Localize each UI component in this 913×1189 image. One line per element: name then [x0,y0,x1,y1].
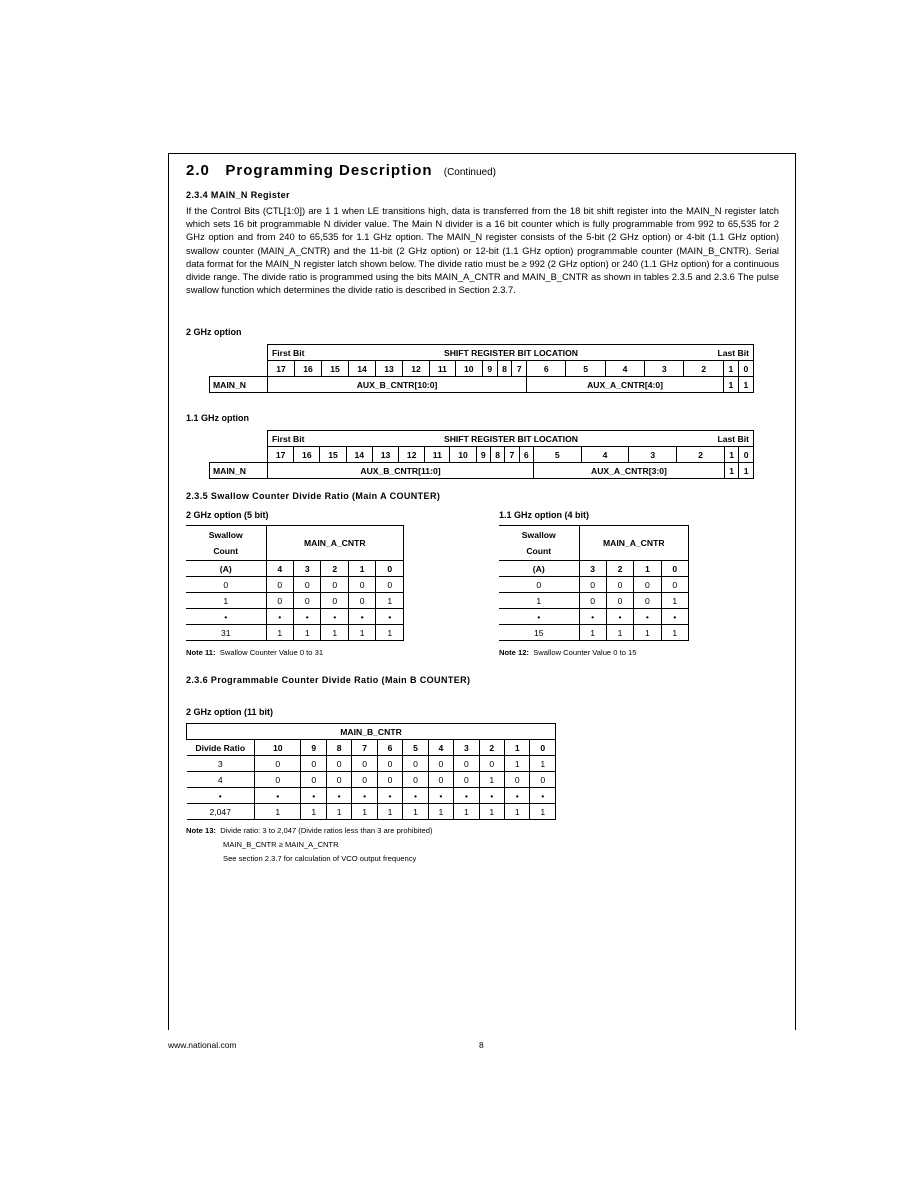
pc-row-bit: • [530,788,556,804]
swb-row-bit: • [661,609,688,625]
pc-row-bit: 1 [530,756,556,772]
swa-row [186,625,404,641]
pc-row-bit: 0 [504,772,529,788]
pc-note-2: MAIN_B_CNTR ≥ MAIN_A_CNTR [223,840,339,849]
reg11-bit-cell: 7 [505,447,519,463]
reg11-bit-cell: 14 [346,447,372,463]
pc-note-3: See section 2.3.7 for calculation of VCO output frequency [223,854,417,863]
swa-row-bit: 0 [376,577,404,593]
swb-bit-header: 3 [579,561,606,577]
swb-row-bit: 1 [634,625,661,641]
page-frame-left [168,153,169,1030]
reg2-bit-cell: 12 [403,361,430,377]
pc-row-bit: 0 [377,756,402,772]
pc-row-bit: 0 [428,772,453,788]
swa-row-bit: 1 [321,625,348,641]
reg2-ctl1: 1 [723,377,738,393]
pc-row-bit: 1 [255,804,301,820]
pc-bit-header: 5 [403,740,428,756]
swa-row-bit: 0 [266,593,293,609]
swa-row [186,609,404,625]
swa-row-bit: 0 [348,577,375,593]
pc-row [187,788,556,804]
pc-bit-header: 8 [326,740,351,756]
reg2-bit-cell: 3 [645,361,684,377]
reg2-bit-cell: 7 [512,361,527,377]
swb-row-bit: 1 [579,625,606,641]
reg11-bit-cell: 8 [490,447,504,463]
reg11-bit-cell: 10 [450,447,476,463]
swb-row [499,625,689,641]
pc-bit-header: 1 [504,740,529,756]
pc-row-bit: • [504,788,529,804]
pc-row-bit: • [454,788,479,804]
swa-bit-header: 4 [266,561,293,577]
reg2-bit-cell: 14 [349,361,376,377]
reg2-first-bit: First Bit [272,347,305,358]
reg2-center: SHIFT REGISTER BIT LOCATION [443,347,578,358]
swa-title: MAIN_A_CNTR [266,526,404,561]
footer-page-number: 8 [479,1040,484,1050]
reg2-row-label: MAIN_N [210,377,268,393]
pc-row-bit: 0 [352,756,377,772]
reg11-bit-cell: 12 [399,447,425,463]
pc-row-bit: 0 [530,772,556,788]
pc-row [187,804,556,820]
subsection-234-title: 2.3.4 MAIN_N Register [186,190,290,200]
swb-row-bit: 0 [579,593,606,609]
pc-row-bit: 0 [326,756,351,772]
swb-header-a: (A) [499,561,579,577]
subsection-235-title: 2.3.5 Swallow Counter Divide Ratio (Main A COUNTER) [186,491,441,501]
pc-row-key: 2,047 [187,804,255,820]
swb-row-key: 0 [499,577,579,593]
swa-row-bit: 1 [293,625,320,641]
pc-row-key: 4 [187,772,255,788]
pc-row-bit: 1 [454,804,479,820]
swb-row-bit: • [606,609,633,625]
reg2-b-field: AUX_B_CNTR[10:0] [268,377,527,393]
pc-row-bit: 0 [301,772,326,788]
reg2-bit-cell: 16 [295,361,322,377]
swa-row-bit: • [321,609,348,625]
swa-row-bit: 0 [321,577,348,593]
reg11-bit-cell: 15 [320,447,346,463]
reg11-a-field: AUX_A_CNTR[3:0] [533,463,724,479]
reg11-bit-cell: 9 [476,447,490,463]
swb-row-bit: 0 [606,593,633,609]
swb-row [499,609,689,625]
reg11-last-bit: Last Bit [717,433,749,444]
pc-row-bit: 0 [403,756,428,772]
page-frame-top [168,153,796,154]
pc-row-bit: 0 [255,772,301,788]
pc-row-bit: • [301,788,326,804]
reg2-last-bit: Last Bit [717,347,749,358]
swb-row-bit: 1 [661,593,688,609]
swa-row [186,593,404,609]
swb-row [499,593,689,609]
reg11-row-label: MAIN_N [210,463,268,479]
pc-row-bit: 1 [301,804,326,820]
footer-site: www.national.com [168,1040,237,1050]
reg11-bit-cell: 6 [519,447,533,463]
swb-row-key: 15 [499,625,579,641]
reg11-first-bit: First Bit [272,433,305,444]
pc-row-bit: 0 [326,772,351,788]
swa-row-bit: 1 [376,593,404,609]
pc-row-bit: 0 [352,772,377,788]
reg11-bit-cell: 2 [677,447,725,463]
pc-row-bit: 0 [255,756,301,772]
pc-row [187,772,556,788]
swa-row-bit: 1 [376,625,404,641]
swa-header-a: (A) [186,561,266,577]
swb-row-bit: • [579,609,606,625]
reg11-table [209,430,754,479]
swa-bit-header: 0 [376,561,404,577]
reg2-bit-cell: 8 [497,361,512,377]
pc-bit-header: 4 [428,740,453,756]
pc-row-bit: 1 [428,804,453,820]
pc-row-bit: • [352,788,377,804]
pc-row-bit: 0 [454,756,479,772]
reg11-bit-cell: 1 [724,447,738,463]
pc-row-key: • [187,788,255,804]
pc-row-bit: 0 [301,756,326,772]
swb-table [499,525,689,641]
swb-bit-header: 1 [634,561,661,577]
reg2-bit-cell: 0 [738,361,753,377]
reg2-label: 2 GHz option [186,327,242,337]
swa-row-bit: 0 [293,593,320,609]
swa-bit-header: 3 [293,561,320,577]
reg11-bit-cell: 5 [533,447,581,463]
reg2-a-field: AUX_A_CNTR[4:0] [527,377,724,393]
pc-row-bit: 1 [326,804,351,820]
section-number: 2.0 [186,162,210,179]
reg11-bit-cell: 16 [294,447,320,463]
swb-header-2: Count [526,546,552,556]
pc-row-bit: 1 [479,804,504,820]
pc-col0-header: Divide Ratio [187,740,255,756]
reg11-bit-cell: 11 [425,447,450,463]
swa-row-bit: • [293,609,320,625]
pc-row-bit: • [377,788,402,804]
pc-row-bit: 1 [479,772,504,788]
swa-header-2: Count [213,546,239,556]
swb-row-bit: • [634,609,661,625]
swb-row-bit: 0 [579,577,606,593]
pc-bit-header: 6 [377,740,402,756]
swb-bit-header: 0 [661,561,688,577]
pc-title: MAIN_B_CNTR [187,724,556,740]
reg2-bit-cell: 4 [605,361,644,377]
reg2-bit-cell: 10 [455,361,482,377]
swa-row-bit: 1 [266,625,293,641]
reg2-ctl0: 1 [738,377,753,393]
swa-row-bit: • [376,609,404,625]
reg11-b-field: AUX_B_CNTR[11:0] [268,463,534,479]
swa-row [186,577,404,593]
pc-row-bit: 1 [352,804,377,820]
reg2-bit-cell: 15 [322,361,349,377]
pc-row-bit: 1 [403,804,428,820]
pc-bit-header: 2 [479,740,504,756]
swa-row-key: • [186,609,266,625]
swa-row-bit: 0 [321,593,348,609]
reg2-bit-cell: 5 [566,361,605,377]
swa-note: Note 11: Swallow Counter Value 0 to 31 [186,648,324,657]
reg11-bit-cell: 0 [739,447,754,463]
pc-bit-header: 3 [454,740,479,756]
swa-row-bit: • [266,609,293,625]
swa-header-1: Swallow [208,530,243,540]
pc-row-bit: 0 [403,772,428,788]
reg2-bit-cell: 1 [723,361,738,377]
swa-row-bit: 0 [348,593,375,609]
swb-label: 1.1 GHz option (4 bit) [499,510,589,520]
swb-row-bit: 0 [634,577,661,593]
pc-row-bit: • [403,788,428,804]
swa-table [186,525,404,641]
reg11-bit-cell: 4 [581,447,629,463]
reg11-bit-cell: 13 [372,447,398,463]
page-frame-right [795,153,796,1030]
pc-bit-header: 10 [255,740,301,756]
swa-bit-header: 1 [348,561,375,577]
pc-bit-header: 9 [301,740,326,756]
pc-row [187,756,556,772]
reg2-bit-cell: 6 [527,361,566,377]
pc-label: 2 GHz option (11 bit) [186,707,273,717]
reg11-label: 1.1 GHz option [186,413,249,423]
swb-row-bit: 0 [661,577,688,593]
reg11-ctl1: 1 [724,463,738,479]
pc-row-bit: 1 [530,804,556,820]
swa-row-bit: 1 [348,625,375,641]
pc-row-bit: • [255,788,301,804]
swb-header-1: Swallow [521,530,556,540]
swb-bit-header: 2 [606,561,633,577]
reg2-table [209,344,754,393]
subsection-236-title: 2.3.6 Programmable Counter Divide Ratio (Main B COUNTER) [186,675,471,685]
pc-table [186,723,556,820]
reg2-bit-cell: 11 [430,361,456,377]
section-title: Programming Description [225,162,433,179]
subsection-234-paragraph: If the Control Bits (CTL[1:0]) are 1 1 when LE transitions high, data is transferred from the 18 bit shift register into the MAIN_N register latch which sets 16 bit programmable N divider value. The Main N divider is a 16 bit counter which is fully programmable from 992 to 65,535 for 2 GHz option and from 240 to 65,535 for 1.1 GHz option. The MAIN_N register consists of the 5-bit (2 GHz option) or 4-bit (1.1 GHz option) swallow counter (MAIN_A_CNTR) and the 11-bit (2 GHz option) or 12-bit (1.1 GHz option) programmable counter (MAIN_B_CNTR). Serial data format for the MAIN_N register latch shown below. The divide ratio must be ≥ 992 (2 GHz option) or 240 (1.1 GHz option) for a continuous divide range. The divide ratio is programmed using the bits MAIN_A_CNTR and MAIN_B_CNTR as shown in tables 2.3.5 and 2.3.6 The pulse swallow function which determines the divide ratio is described in Section 2.3.7. [186,205,779,296]
pc-row-bit: • [326,788,351,804]
swb-row-bit: 1 [606,625,633,641]
pc-row-bit: 1 [504,804,529,820]
reg11-ctl0: 1 [739,463,754,479]
swb-note: Note 12: Swallow Counter Value 0 to 15 [499,648,637,657]
swb-row-bit: 0 [634,593,661,609]
reg11-center: SHIFT REGISTER BIT LOCATION [443,433,578,444]
swa-row-key: 1 [186,593,266,609]
swa-label: 2 GHz option (5 bit) [186,510,269,520]
swa-row-key: 0 [186,577,266,593]
reg11-bit-cell: 17 [268,447,294,463]
section-heading [186,162,496,179]
section-continued: (Continued) [443,167,497,178]
reg2-bit-cell: 13 [376,361,403,377]
reg2-bit-cell: 2 [684,361,723,377]
pc-row-bit: 0 [377,772,402,788]
pc-bit-header: 0 [530,740,556,756]
reg11-bit-cell: 3 [629,447,677,463]
pc-bit-header: 7 [352,740,377,756]
swa-row-key: 31 [186,625,266,641]
reg2-bit-cell: 9 [482,361,497,377]
pc-note: Note 13: Divide ratio: 3 to 2,047 (Divide ratios less than 3 are prohibited) [186,826,433,835]
pc-row-bit: 0 [428,756,453,772]
swb-row-key: 1 [499,593,579,609]
pc-row-bit: • [479,788,504,804]
reg2-bit-cell: 17 [268,361,295,377]
pc-row-bit: 0 [454,772,479,788]
pc-row-bit: 0 [479,756,504,772]
swb-row-bit: 0 [606,577,633,593]
pc-row-bit: 1 [377,804,402,820]
pc-row-bit: • [428,788,453,804]
pc-row-key: 3 [187,756,255,772]
swb-row-bit: 1 [661,625,688,641]
swa-bit-header: 2 [321,561,348,577]
swb-row-key: • [499,609,579,625]
swb-row [499,577,689,593]
swa-row-bit: 0 [293,577,320,593]
swa-row-bit: 0 [266,577,293,593]
swa-row-bit: • [348,609,375,625]
pc-row-bit: 1 [504,756,529,772]
swb-title: MAIN_A_CNTR [579,526,689,561]
